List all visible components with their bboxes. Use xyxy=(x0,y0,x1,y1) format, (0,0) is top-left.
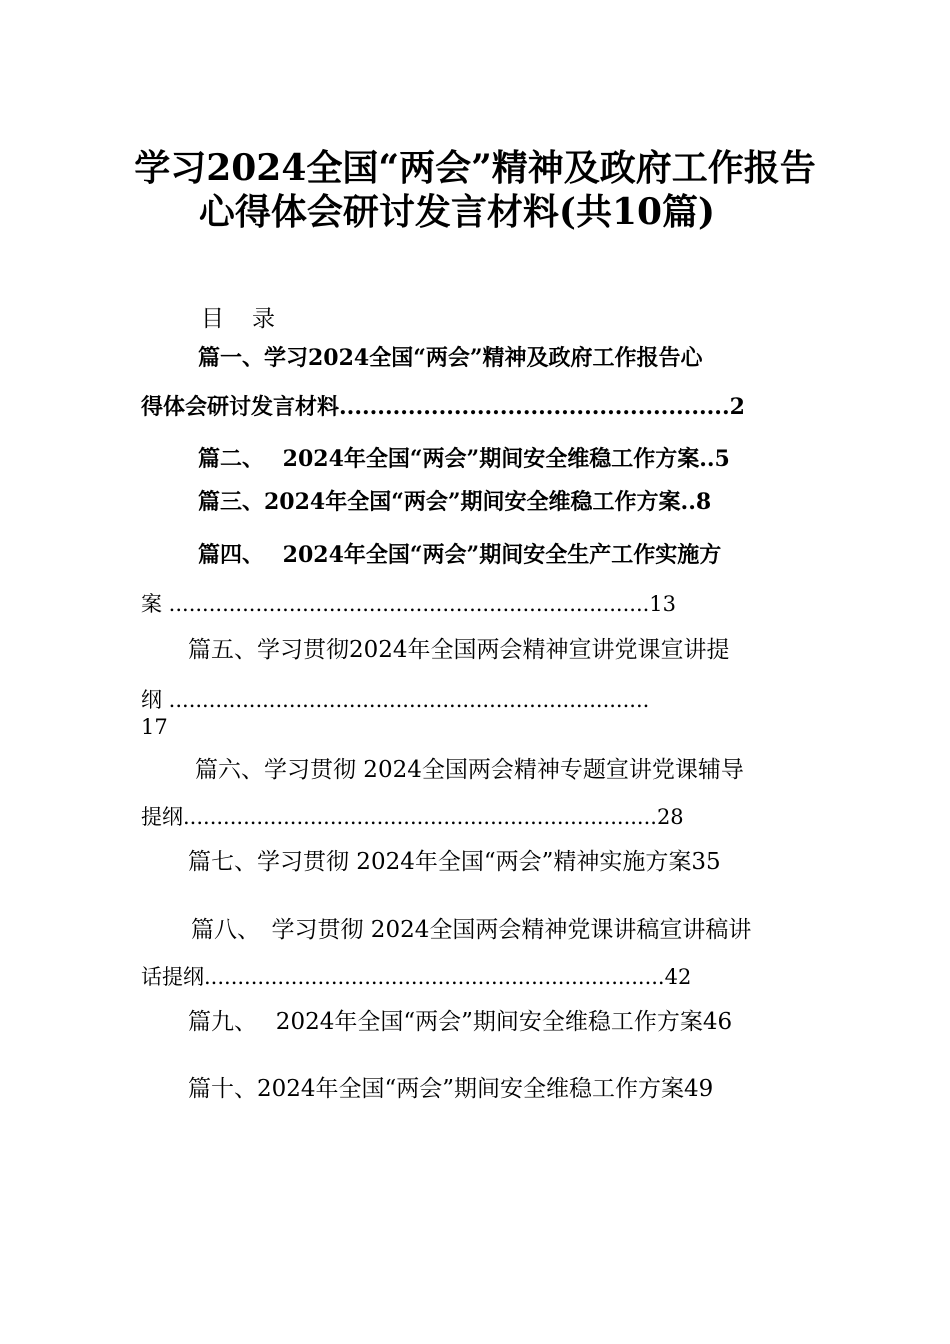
toc-entry-6-line-2: 提纲.......................................................................28 xyxy=(141,805,684,829)
toc-entry-3: 篇三、2024年全国“两会”期间安全维稳工作方案..8 xyxy=(198,489,712,515)
toc-entry-9: 篇九、 2024年全国“两会”期间安全维稳工作方案46 xyxy=(188,1009,733,1035)
toc-entry-5-line-3: 17 xyxy=(141,715,168,739)
toc-entry-1-line-1: 篇一、学习2024全国“两会”精神及政府工作报告心 xyxy=(198,345,703,371)
toc-entry-5-line-2: 纲 ........................................................................ xyxy=(141,688,650,712)
toc-entry-4-line-2: 案 ........................................................................13 xyxy=(141,592,677,616)
toc-entry-2: 篇二、 2024年全国“两会”期间安全维稳工作方案..5 xyxy=(198,446,730,472)
toc-entry-8-line-1: 篇八、 学习贯彻 2024全国两会精神党课讲稿宣讲稿讲 xyxy=(191,917,752,943)
toc-entry-7: 篇七、学习贯彻 2024年全国“两会”精神实施方案35 xyxy=(188,849,721,875)
toc-entry-5-line-1: 篇五、学习贯彻2024年全国两会精神宣讲党课宣讲提 xyxy=(188,637,730,663)
toc-entry-1-line-2: 得体会研讨发言材料...................................................2 xyxy=(141,394,745,420)
toc-entry-8-line-2: 话提纲.....................................................................42 xyxy=(141,965,692,989)
document-title-line-2: 心得体会研讨发言材料(共10篇) xyxy=(198,191,716,233)
toc-entry-4-line-1: 篇四、 2024年全国“两会”期间安全生产工作实施方 xyxy=(198,542,722,568)
toc-entry-10: 篇十、2024年全国“两会”期间安全维稳工作方案49 xyxy=(188,1076,714,1102)
toc-entry-6-line-1: 篇六、学习贯彻 2024全国两会精神专题宣讲党课辅导 xyxy=(195,757,744,783)
document-title-line-1: 学习2024全国“两会”精神及政府工作报告 xyxy=(134,147,816,189)
toc-heading: 目录 xyxy=(201,306,303,332)
